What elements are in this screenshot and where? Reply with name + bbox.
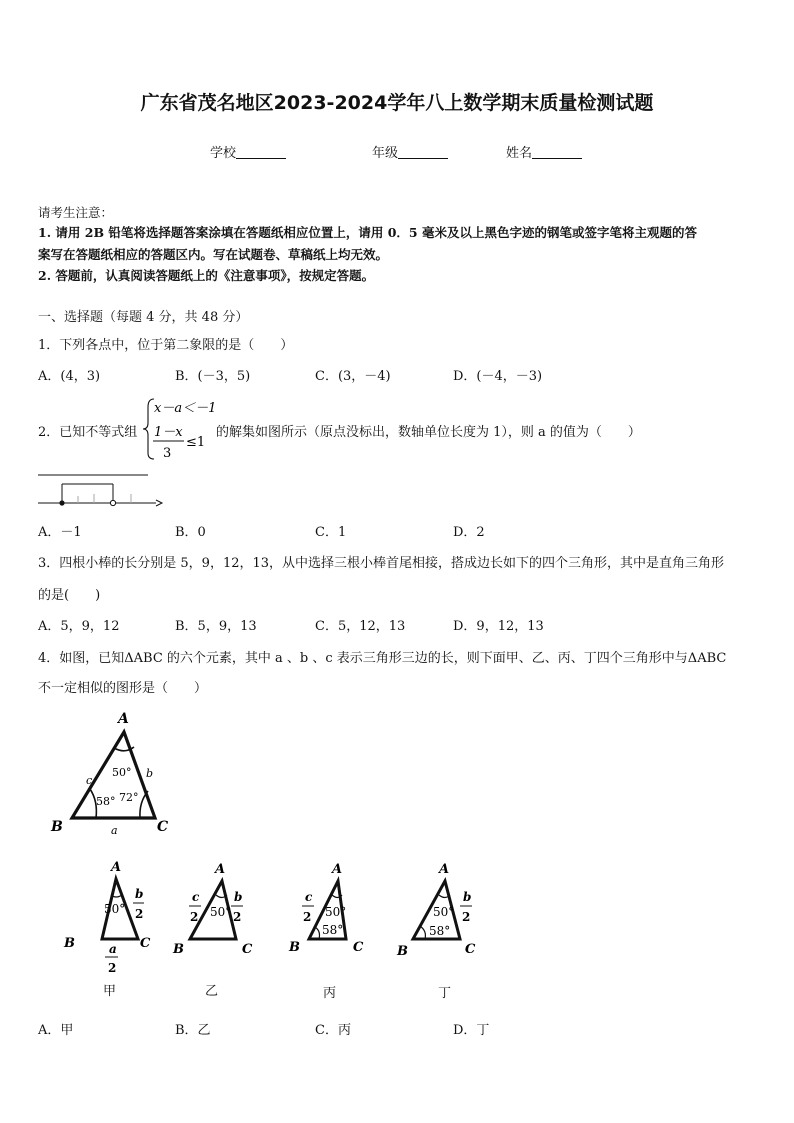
section-heading: 一、选择题（每题 4 分，共 48 分）: [38, 310, 249, 325]
q4-option-c: C．丙: [315, 1023, 351, 1038]
q3-option-b: B．5，9，13: [175, 619, 257, 634]
angle-b-label: 58°: [96, 795, 116, 808]
svg-text:A: A: [439, 862, 450, 877]
svg-text:2: 2: [190, 910, 199, 924]
q2-ineq1: x－a＜－1: [154, 401, 217, 416]
school-blank: [236, 146, 286, 159]
q2-inequality-system: [140, 395, 220, 463]
svg-text:A: A: [332, 862, 343, 877]
q2-option-c: C．1: [315, 525, 347, 540]
svg-text:50°: 50°: [210, 905, 232, 919]
name-blank: [532, 146, 582, 159]
svg-text:B: B: [289, 940, 300, 955]
svg-text:C: C: [242, 942, 253, 957]
svg-text:b: b: [135, 887, 144, 901]
q4-option-a: A．甲: [38, 1023, 74, 1038]
grade-label: 年级: [372, 146, 399, 161]
svg-text:2: 2: [233, 910, 242, 924]
grade-field: [372, 142, 448, 161]
q1-option-c: C．(3，－4): [315, 369, 391, 384]
q2-stem-suffix: 的解集如图所示（原点没标出，数轴单位长度为 1），则 a 的值为（ ）: [216, 425, 641, 440]
q2-ineq2-rel: ≤1: [186, 435, 206, 450]
axis-arrow: [156, 500, 162, 506]
q2-ineq2-num: 1－x: [154, 425, 183, 440]
solid-dot: [59, 500, 64, 505]
name-label: 姓名: [506, 146, 533, 161]
notice-heading: 请考生注意：: [38, 205, 114, 220]
q1-option-b: B．(－3，5): [175, 369, 251, 384]
side-a-label: a: [111, 824, 118, 837]
q4-option-d: D．丁: [453, 1023, 490, 1038]
svg-text:50°: 50°: [104, 902, 126, 916]
q2-ineq2-den: 3: [163, 446, 172, 461]
triangle-bing-figure: [285, 855, 380, 965]
school-field: [210, 142, 286, 161]
svg-text:c: c: [305, 890, 313, 904]
notice-item1-line2: 案写在答题纸相应的答题区内。写在试题卷、草稿纸上均无效。: [38, 247, 389, 262]
svg-text:2: 2: [462, 910, 471, 924]
svg-text:2: 2: [108, 961, 117, 975]
angle-a-label: 50°: [112, 766, 132, 779]
triangle-yi-figure: [170, 855, 265, 965]
side-b-label: b: [146, 767, 154, 780]
svg-text:58°: 58°: [429, 924, 451, 938]
name-field: [506, 142, 582, 161]
notice-item2: 2. 答题前，认真阅读答题纸上的《注意事项》，按规定答题。: [38, 268, 375, 283]
grade-blank: [398, 146, 448, 159]
label-jia: 甲: [103, 984, 117, 999]
q3-option-d: D．9，12，13: [453, 619, 544, 634]
notice-item1-line1: 1. 请用 2B 铅笔将选择题答案涂填在答题纸相应位置上，请用 0．5 毫米及以上黑色字迹的钢笔或签字笔将主观题的答: [38, 225, 697, 240]
triangle-jia-figure: [60, 855, 160, 980]
side-c-label: c: [86, 774, 93, 787]
svg-text:c: c: [192, 890, 200, 904]
q3-option-a: A．5，9，12: [38, 619, 120, 634]
svg-text:B: B: [64, 936, 75, 951]
open-dot: [110, 500, 115, 505]
system-brace: [143, 399, 154, 459]
svg-text:50°: 50°: [325, 905, 347, 919]
q1-option-a: A．(4，3): [38, 369, 101, 384]
q3-option-c: C．5，12，13: [315, 619, 406, 634]
label-ding: 丁: [438, 986, 452, 1001]
svg-text:2: 2: [135, 907, 144, 921]
school-label: 学校: [210, 146, 237, 161]
q4-option-b: B．乙: [175, 1023, 211, 1038]
q2-option-b: B．0: [175, 525, 206, 540]
q1-option-d: D．(－4，－3): [453, 369, 543, 384]
svg-text:B: B: [397, 944, 408, 959]
svg-text:b: b: [234, 890, 243, 904]
q4-stem-line2: 不一定相似的图形是（ ）: [38, 681, 208, 696]
svg-text:A: A: [111, 860, 122, 875]
label-yi: 乙: [205, 984, 219, 999]
svg-text:C: C: [140, 936, 151, 951]
page-title: 广东省茂名地区2023-2024学年八上数学期末质量检测试题: [140, 92, 654, 114]
svg-text:a: a: [109, 942, 117, 956]
number-line-figure: [36, 470, 166, 510]
triangle-ding-figure: [393, 855, 488, 965]
q3-stem-line2: 的是( ): [38, 588, 101, 603]
svg-text:b: b: [463, 890, 472, 904]
q3-stem-line1: 3．四根小棒的长分别是 5，9，12，13，从中选择三根小棒首尾相接，搭成边长如下的四个三角形，其中是直角三角形: [38, 556, 725, 571]
label-bing: 丙: [323, 986, 337, 1001]
svg-text:58°: 58°: [322, 923, 344, 937]
svg-text:50°: 50°: [433, 905, 455, 919]
svg-text:C: C: [353, 940, 364, 955]
ding-angle-b-arc: [420, 926, 425, 939]
q1-stem: 1．下列各点中，位于第二象限的是（ ）: [38, 338, 294, 353]
triangle-abc-figure: [45, 705, 185, 840]
svg-text:C: C: [465, 942, 476, 957]
q2-option-a: A．－1: [38, 525, 82, 540]
q4-stem-line1: 4．如图，已知ΔABC 的六个元素，其中 a 、b 、c 表示三角形三边的长，则下面甲、乙、丙、丁四个三角形中与ΔABC: [38, 651, 727, 666]
angle-c-label: 72°: [119, 791, 139, 804]
vertex-a-label: A: [118, 711, 129, 727]
svg-text:2: 2: [303, 910, 312, 924]
vertex-c-label: C: [157, 819, 169, 835]
vertex-b-label: B: [51, 819, 63, 835]
svg-text:B: B: [173, 942, 184, 957]
q2-stem-prefix: 2．已知不等式组: [38, 425, 138, 440]
svg-text:A: A: [215, 862, 226, 877]
q2-option-d: D．2: [453, 525, 485, 540]
